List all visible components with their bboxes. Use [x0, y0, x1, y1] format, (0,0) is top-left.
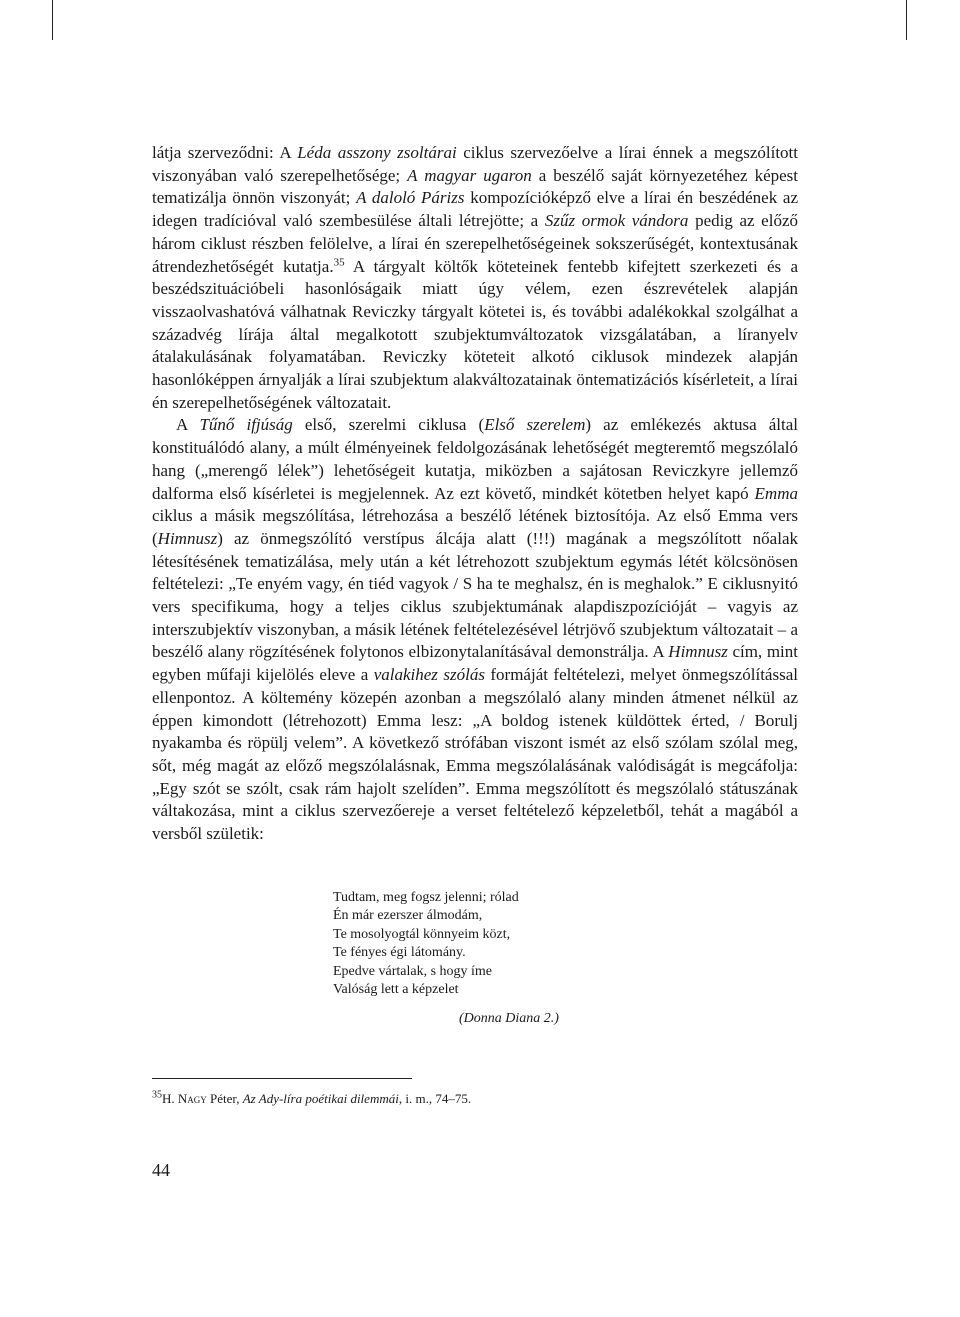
text-run: első, szerelmi ciklusa ( [292, 415, 485, 435]
italic-run: Első szerelem [484, 415, 586, 435]
text-run: pedig az előző három ciklust részben felölelve, a lírai én szerepelhetőségeinek sokszerűségét, kontextusának átrendezhetőségét kutatja. [152, 211, 798, 276]
poem-line: Te fényes égi látomány. [333, 945, 466, 961]
paragraph-1 [152, 142, 798, 414]
poem-line: Te mosolyogtál könnyeim közt, [333, 926, 511, 942]
text-run: ) az önmegszólító verstípus álcája alatt (!!!) magának a megszólított nőalak létesítésének tematizálása, mely után a két létrehozott szubjektum egymás létét kölcsönösen feltételezi: „Te enyém vagy, én tiéd vagyok / S ha te meghalsz, én is meghalok.” E ciklusnyitó vers specifikuma, hogy a teljes ciklus szubjektumának alapdiszpozícióját – vagyis az interszubjektív viszonyban, a másik létének feltételezésével létrjövő szubjektum változatait – a beszélő alany rögzítésének folytonos elbizonytalanításával demonstrálja. A [152, 528, 798, 662]
italic-run: valakihez szólás [373, 665, 485, 685]
text-run: ciklus a másik megszólítása, létrehozása a beszélő létének biztosítója. Az első Emma vers ( [152, 506, 798, 548]
text-run: a beszélő saját környezetéhez képest tematizálja önnön viszonyát; [152, 165, 799, 208]
footnote-reference: 35 [333, 255, 345, 268]
text-run: látja szerveződni: A [152, 143, 298, 162]
page-number: 44 [152, 1160, 170, 1180]
footnote-author-given: Péter, [206, 1091, 243, 1106]
italic-run: Himnusz [157, 528, 218, 548]
footnote-rule [152, 1078, 412, 1079]
text-run: formáját feltételezi, melyet önmegszólítással ellenpontoz. A költemény közepén azonban a megszólaló alany minden átmenet nélkül az éppen kimondott (létrehozott) Emma lesz: „A boldog istenek küldöttek érted, / Borulj nyakamba és röpülj velem”. A következő strófában viszont ismét az első szólam szólal meg, sőt, még magát az előző megszólalásnak, Emma megszólalásának valódiságát is megcáfolja: „Egy szót se szólt, csak rám hajolt szelíden”. Emma megszólított és megszólaló státuszának váltakozása, mint a ciklus szervezőereje a verset feltételező képzeletből, tehát a magából a versből születik: [152, 665, 798, 844]
italic-run: A magyar ugaron [407, 165, 532, 185]
footnote [152, 1091, 471, 1107]
footnote-number: 35 [152, 1089, 162, 1101]
italic-run: A daloló Párizs [356, 188, 465, 208]
paragraph-2 [152, 414, 798, 845]
poem-line: Valóság lett a képzelet [333, 982, 459, 998]
poem-line: Én már ezerszer álmodám, [333, 908, 483, 924]
italic-run: Himnusz [668, 642, 728, 662]
text-run: kompozícióképző elve a lírai én beszédének az idegen tradícióval való szembesülése általi létrejötte; a [152, 188, 798, 231]
footnote-title: Az Ady-líra poétikai dilemmái [242, 1091, 399, 1106]
text-run: ciklus szervezőelve a lírai énnek a megszólított viszonyában való szerepelhetősége; [152, 143, 798, 185]
italic-run: Szűz ormok vándora [544, 211, 689, 231]
footnote-rest: , i. m., 74–75. [398, 1091, 472, 1106]
crop-mark-top-right [906, 0, 907, 40]
crop-mark-top-left [52, 0, 53, 40]
text-run: cím, mint egyben műfaji kijelölés eleve a [152, 642, 798, 685]
main-text [152, 142, 798, 846]
footnote-author-initial: H. [162, 1091, 178, 1106]
italic-run: Emma [754, 483, 798, 503]
italic-run: Léda asszony zsoltárai [297, 143, 457, 162]
text-run: ) az emlékezés aktusa által konstituálódó alany, a múlt élményeinek feldolgozásának lehetőségét megteremtő megszólaló hang („merengő lélek”) lehetőségeit kutatja, miközben a sajátosan Reviczkyre jellemző dalforma első kísérletei is megjelennek. Az ezt követő, mindkét kötetben helyet kapó [152, 415, 799, 503]
poem-source: (Donna Diana 2.) [459, 1011, 559, 1026]
poem-quotation [333, 889, 519, 999]
poem-line: Epedve vártalak, s hogy íme [333, 963, 493, 979]
poem-line: Tudtam, meg fogsz jelenni; rólad [333, 890, 519, 905]
footnote-author-surname: Nagy [177, 1091, 207, 1106]
text-run: A [176, 415, 200, 435]
italic-run: Tűnő ifjúság [199, 415, 293, 435]
text-run: A tárgyalt költők köteteinek fentebb kifejtett szerkezeti és a beszédszituációbeli hasonlóságaik miatt úgy vélem, ezen észrevételek alapján visszaolvashatóvá válhatnak Reviczky tárgyalt kötetei is, és további adalékokkal szolgálhat a századvég lírája által megalkotott szubjektumváltozatok vizsgálatában, a líranyelv átalakulásának folyamatában. Reviczky köteteit alkotó ciklusok mindezek alapján hasonlóképpen árnyalják a lírai szubjektum alakváltozatainak öntematizációs kísérleteit, a lírai én szerepelhetőségének változatait. [152, 256, 798, 412]
